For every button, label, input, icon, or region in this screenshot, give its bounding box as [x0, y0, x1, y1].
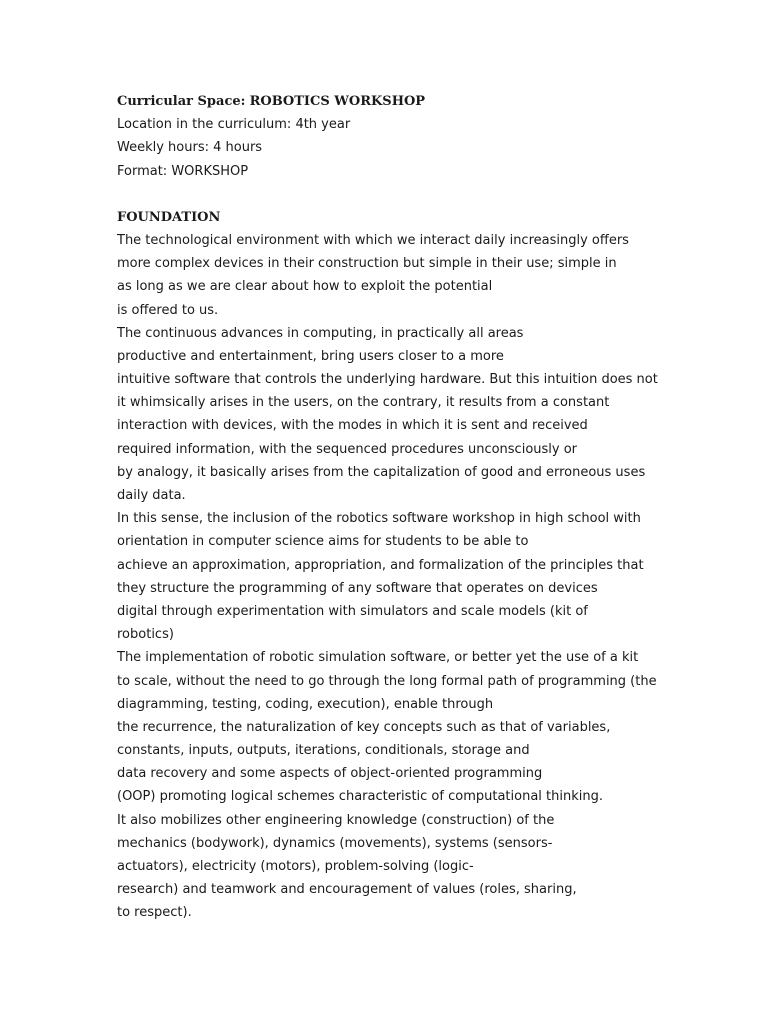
body-line: The continuous advances in computing, in practically all areas — [117, 325, 524, 341]
foundation-heading: FOUNDATION — [117, 209, 221, 225]
body-line: The technological environment with which we interact daily increasingly offers — [117, 232, 629, 248]
body-line: In this sense, the inclusion of the robotics software workshop in high school with — [117, 511, 641, 527]
body-line: robotics) — [117, 627, 174, 643]
body-line: achieve an approximation, appropriation, and formalization of the principles that — [117, 557, 644, 573]
format-line: Format: WORKSHOP — [117, 163, 249, 179]
body-line: intuitive software that controls the underlying hardware. But this intuition does not — [117, 372, 658, 388]
body-line: diagramming, testing, coding, execution), enable through — [117, 696, 494, 712]
body-line: productive and entertainment, bring users closer to a more — [117, 348, 504, 364]
body-line: (OOP) promoting logical schemes characteristic of computational thinking. — [117, 789, 603, 805]
body-line: constants, inputs, outputs, iterations, conditionals, storage and — [117, 743, 530, 759]
body-line: The implementation of robotic simulation software, or better yet the use of a kit — [117, 650, 639, 666]
body-line: by analogy, it basically arises from the capitalization of good and erroneous uses — [117, 464, 646, 480]
body-line: it whimsically arises in the users, on the contrary, it results from a constant — [117, 395, 610, 411]
body-line: to respect). — [117, 905, 192, 921]
body-line: digital through experimentation with simulators and scale models (kit of — [117, 603, 588, 619]
curricular-space-value: ROBOTICS WORKSHOP — [249, 94, 426, 109]
body-line: as long as we are clear about how to exploit the potential — [117, 279, 493, 295]
body-line: orientation in computer science aims for students to be able to — [117, 534, 529, 550]
foundation-body — [117, 229, 677, 925]
body-line: actuators), electricity (motors), problem-solving (logic- — [117, 859, 474, 874]
location-line: Location in the curriculum: 4th year — [117, 117, 351, 133]
body-line: It also mobilizes other engineering knowledge (construction) of the — [117, 812, 555, 828]
body-line: more complex devices in their construction but simple in their use; simple in — [117, 256, 617, 272]
document-page — [117, 90, 677, 925]
body-line: interaction with devices, with the modes in which it is sent and received — [117, 418, 588, 434]
body-line: is offered to us. — [117, 302, 219, 318]
body-line: mechanics (bodywork), dynamics (movements), systems (sensors- — [117, 835, 553, 851]
body-line: the recurrence, the naturalization of key concepts such as that of variables, — [117, 719, 611, 735]
body-line: data recovery and some aspects of object-oriented programming — [117, 766, 543, 782]
body-line: required information, with the sequenced procedures unconsciously or — [117, 441, 578, 457]
curricular-space-label: Curricular Space: — [117, 94, 246, 109]
curricular-space-line — [117, 90, 677, 113]
weekly-hours-line: Weekly hours: 4 hours — [117, 140, 263, 156]
body-line: daily data. — [117, 488, 186, 503]
section-spacer — [117, 183, 677, 206]
body-line: research) and teamwork and encouragement of values (roles, sharing, — [117, 882, 577, 898]
body-line: they structure the programming of any software that operates on devices — [117, 580, 598, 596]
body-line: to scale, without the need to go through the long formal path of programming (the — [117, 673, 657, 689]
